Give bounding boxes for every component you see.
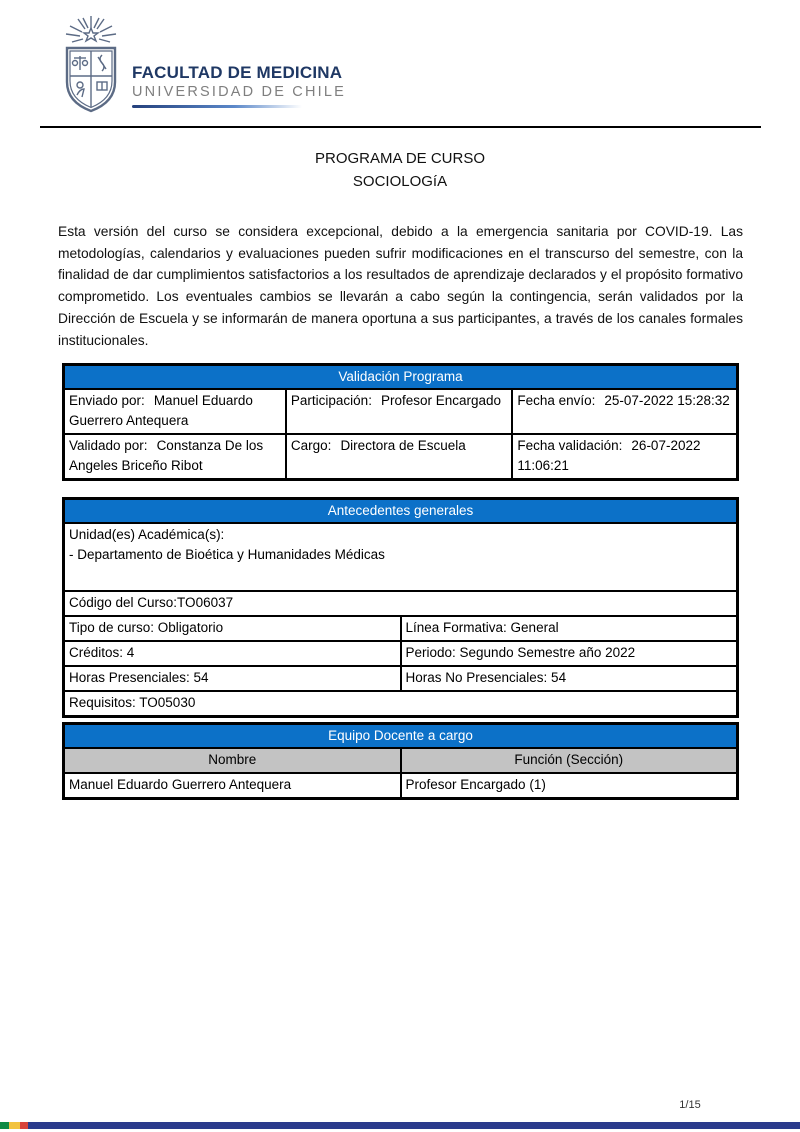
university-logo [58,12,346,114]
antecedentes-table-title: Antecedentes generales [64,499,738,524]
footer-bar-red-segment [20,1122,28,1129]
fecha-envio-cell: Fecha envío: 25-07-2022 15:28:32 [512,389,737,434]
tipo-curso-cell: Tipo de curso: Obligatorio [64,616,401,641]
periodo-cell: Periodo: Segundo Semestre año 2022 [401,641,738,666]
table-row [64,641,738,666]
table-row [64,773,738,799]
docente-nombre-cell: Manuel Eduardo Guerrero Antequera [64,773,401,799]
header-divider [40,126,761,128]
validado-por-cell: Validado por: Constanza De los Angeles Briceño Ribot [64,434,286,480]
university-crest-icon [58,12,124,114]
document-title-line1: PROGRAMA DE CURSO [314,150,486,167]
unidad-academica-cell: Unidad(es) Académica(s): - Departamento de Bioética y Humanidades Médicas [64,523,738,591]
cargo-cell: Cargo: Directora de Escuela [286,434,512,480]
table-row [64,434,738,480]
table-header-row [64,748,738,773]
table-row [64,691,738,717]
docente-funcion-cell: Profesor Encargado (1) [401,773,738,799]
table-row [64,523,738,591]
linea-formativa-cell: Línea Formativa: General [401,616,738,641]
document-title-line2: SOCIOLOGíA [352,173,448,190]
footer-bar-navy-segment [28,1122,800,1129]
fecha-validacion-cell: Fecha validación: 26-07-2022 11:06:21 [512,434,737,480]
requisitos-cell: Requisitos: TO05030 [64,691,738,717]
footer-bar-yellow-segment [9,1122,20,1129]
table-row [64,591,738,616]
footer-bar-green-segment [0,1122,9,1129]
covid-disclaimer-paragraph: Esta versión del curso se considera excepcional, debido a la emergencia sanitaria por COVID-19. Las metodologías, calendarios y evaluaciones pueden sufrir modificaciones en el transcurso del semestre, con la finalidad de dar cumplimientos satisfactorios a los resultados de aprendizaje declarados y el propósito formativo comprometido. Los eventuales cambios se llevarán a cabo según la contingencia, serán validados por la Dirección de Escuela y se informarán de manera oportuna a sus participantes, a través de los canales formales institucionales. [58,224,743,348]
enviado-por-cell: Enviado por: Manuel Eduardo Guerrero Antequera [64,389,286,434]
table-row [64,616,738,641]
university-name: UNIVERSIDAD DE CHILE [132,84,347,100]
funcion-column-header: Función (Sección) [401,748,738,773]
nombre-column-header: Nombre [64,748,401,773]
table-row [64,389,738,434]
validacion-table-title: Validación Programa [64,365,738,390]
logo-gradient-rule [132,105,302,108]
participacion-cell: Participación: Profesor Encargado [286,389,512,434]
page-title [0,147,800,193]
equipo-table-title: Equipo Docente a cargo [64,724,738,749]
university-wordmark [132,63,346,114]
page-number: 1/15 [679,1099,701,1111]
codigo-curso-cell: Código del Curso:TO06037 [64,591,738,616]
table-row [64,666,738,691]
faculty-name: FACULTAD DE MEDICINA [132,63,343,82]
horas-presenciales-cell: Horas Presenciales: 54 [64,666,401,691]
equipo-docente-table [62,722,739,800]
validacion-programa-table [62,363,739,481]
creditos-cell: Créditos: 4 [64,641,401,666]
antecedentes-generales-table [62,497,739,718]
horas-no-presenciales-cell: Horas No Presenciales: 54 [401,666,738,691]
footer-color-bar [0,1122,800,1129]
